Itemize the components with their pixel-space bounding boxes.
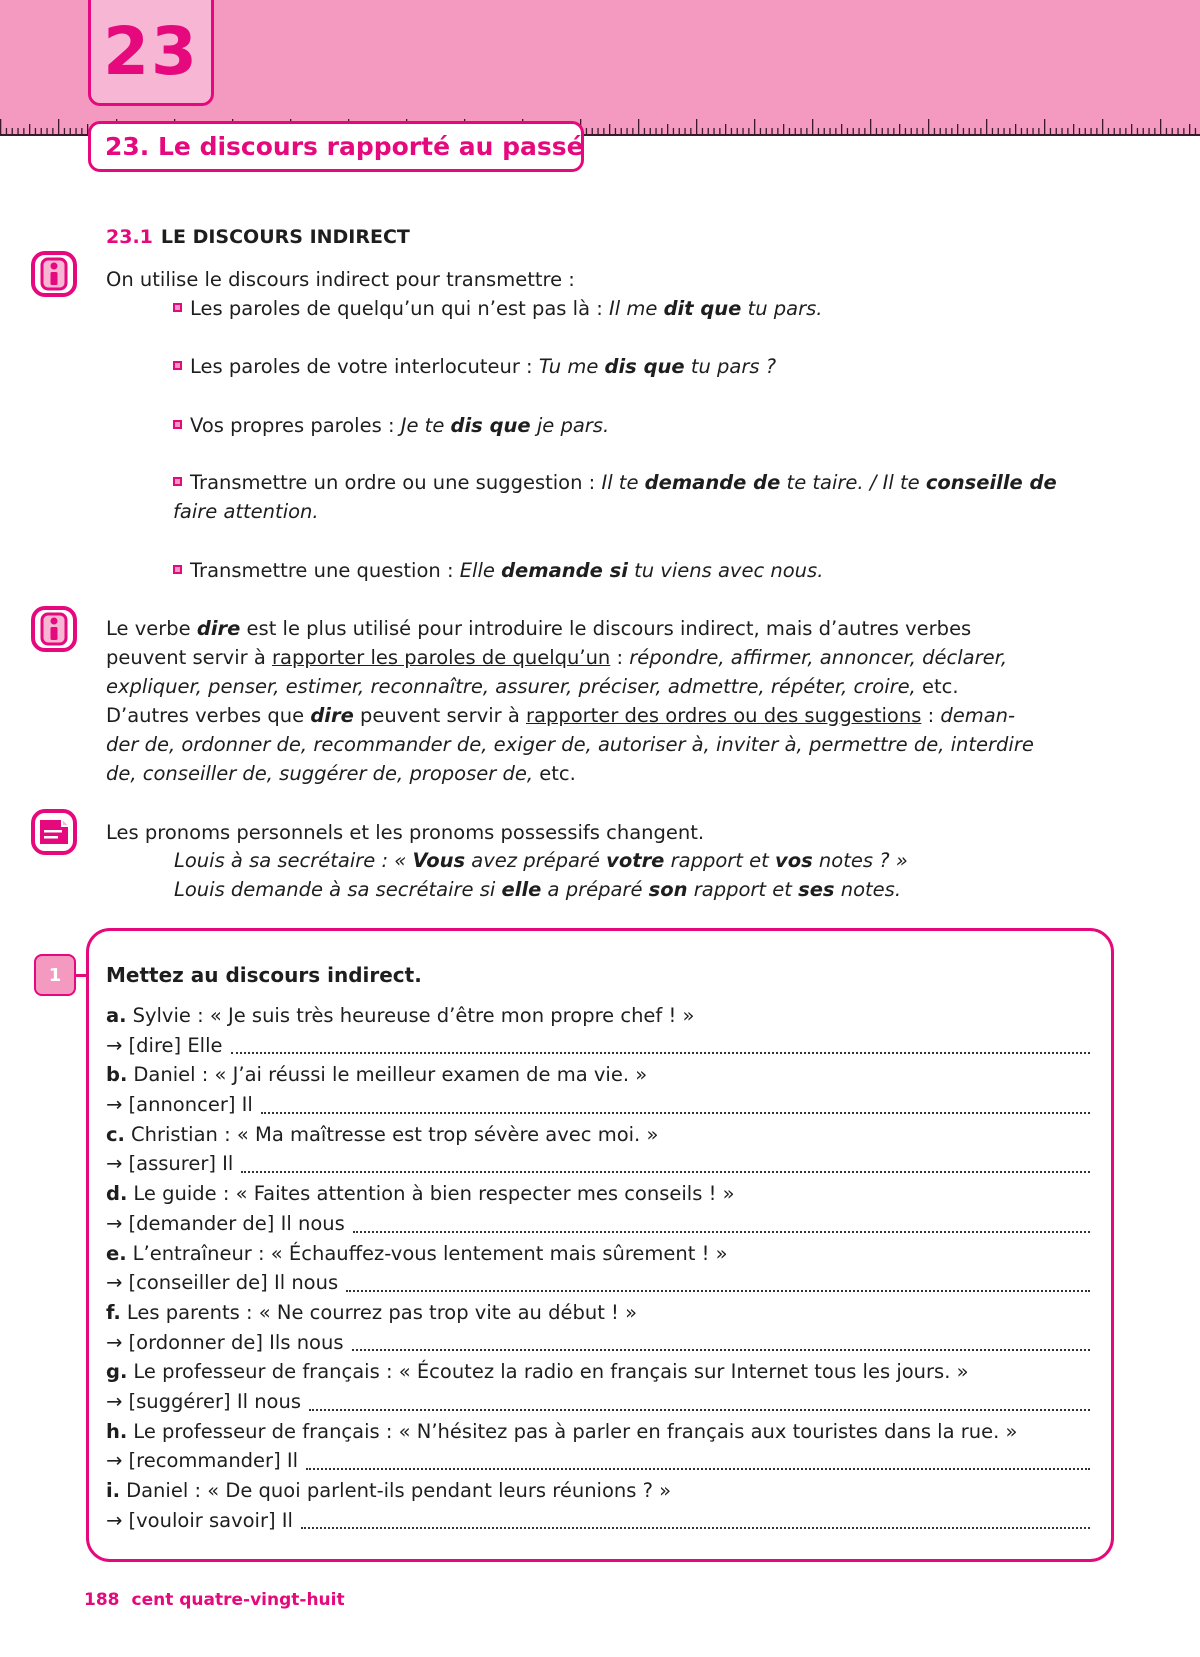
bullet-item: Transmettre une question : Elle demande si tu viens avec nous.	[173, 556, 823, 585]
answer-blank[interactable]	[231, 1036, 1091, 1054]
exercise-quote: g. Le professeur de français : « Écoutez la radio en français sur Internet tous les jours. »	[106, 1360, 969, 1384]
exercise-number-badge: 1	[34, 954, 76, 996]
section-title: LE DISCOURS INDIRECT	[160, 226, 410, 248]
block2-line: de, conseiller de, suggérer de, proposer de, etc.	[106, 762, 576, 785]
exercise-quote: i. Daniel : « De quoi parlent-ils pendant leurs réunions ? »	[106, 1479, 672, 1502]
exercise-connector	[76, 974, 88, 977]
block3-intro: Les pronoms personnels et les pronoms possessifs changent.	[106, 821, 705, 844]
exercise-list	[106, 1001, 1090, 1535]
answer-blank[interactable]	[346, 1274, 1090, 1292]
square-bullet-icon	[173, 361, 182, 370]
info-icon	[30, 250, 78, 298]
exercise-answer-line[interactable]: → [assurer] Il	[106, 1149, 1090, 1179]
bullet-item: Transmettre un ordre ou une suggestion : Il te demande de te taire. / Il te conseille de	[173, 468, 1057, 497]
square-bullet-icon	[173, 477, 182, 486]
chapter-title-box	[88, 121, 584, 172]
note-icon	[30, 808, 78, 856]
block1-intro: On utilise le discours indirect pour transmettre :	[106, 268, 575, 291]
bullet-item: Les paroles de quelqu’un qui n’est pas là : Il me dit que tu pars.	[173, 294, 823, 323]
page-number-words: cent quatre-vingt-huit	[131, 1590, 345, 1610]
block2-line: peuvent servir à rapporter les paroles de quelqu’un : répondre, affirmer, annoncer, déclarer,	[106, 646, 1008, 669]
exercise-quote: c. Christian : « Ma maîtresse est trop sévère avec moi. »	[106, 1122, 659, 1146]
answer-blank[interactable]	[241, 1155, 1090, 1173]
exercise-quote: d. Le guide : « Faites attention à bien respecter mes conseils ! »	[106, 1182, 735, 1206]
exercise-answer-line[interactable]: → [suggérer] Il nous	[106, 1387, 1090, 1417]
answer-blank[interactable]	[353, 1215, 1090, 1233]
exercise-answer-line[interactable]: → [ordonner de] Ils nous	[106, 1328, 1090, 1358]
exercise-quote: f. Les parents : « Ne courrez pas trop vite au début ! »	[106, 1300, 637, 1324]
exercise-answer-line[interactable]: → [conseiller de] Il nous	[106, 1268, 1090, 1298]
example-direct: Louis à sa secrétaire : « Vous avez préparé votre rapport et vos notes ? »	[174, 849, 908, 872]
answer-blank[interactable]	[352, 1333, 1090, 1351]
exercise-quote: b. Daniel : « J’ai réussi le meilleur examen de ma vie. »	[106, 1063, 648, 1087]
answer-blank[interactable]	[309, 1393, 1090, 1411]
exercise-quote: e. L’entraîneur : « Échauffez-vous lentement mais sûrement ! »	[106, 1241, 728, 1265]
exercise-instruction: Mettez au discours indirect.	[106, 963, 422, 987]
exercise-answer-line[interactable]: → [vouloir savoir] Il	[106, 1506, 1090, 1536]
bullet-item: Les paroles de votre interlocuteur : Tu me dis que tu pars ?	[173, 352, 776, 381]
exercise-answer-line[interactable]: → [demander de] Il nous	[106, 1209, 1090, 1239]
block2-line: D’autres verbes que dire peuvent servir à rapporter des ordres ou des suggestions : deman-	[106, 704, 1016, 727]
section-number: 23.1	[106, 226, 153, 248]
square-bullet-icon	[173, 565, 182, 574]
section-heading	[106, 226, 410, 248]
answer-blank[interactable]	[301, 1511, 1090, 1529]
exercise-answer-line[interactable]: → [annoncer] Il	[106, 1090, 1090, 1120]
example-indirect: Louis demande à sa secrétaire si elle a préparé son rapport et ses notes.	[174, 878, 902, 901]
page-footer	[84, 1590, 345, 1610]
block2-line: der de, ordonner de, recommander de, exiger de, autoriser à, inviter à, permettre de, interdire	[106, 733, 1034, 756]
bullet-item-continuation: faire attention.	[173, 500, 319, 523]
chapter-tab	[88, 0, 214, 106]
chapter-number: 23	[103, 13, 199, 90]
page-number: 188	[84, 1590, 120, 1610]
square-bullet-icon	[173, 303, 182, 312]
answer-blank[interactable]	[261, 1096, 1090, 1114]
info-icon	[30, 605, 78, 653]
exercise-quote: a. Sylvie : « Je suis très heureuse d’être mon propre chef ! »	[106, 1004, 695, 1027]
block2-line: Le verbe dire est le plus utilisé pour introduire le discours indirect, mais d’autres verbes	[106, 617, 972, 640]
block2-line: expliquer, penser, estimer, reconnaître, assurer, préciser, admettre, répéter, croire, etc.	[106, 675, 959, 698]
answer-blank[interactable]	[306, 1452, 1090, 1470]
exercise-answer-line[interactable]: → [dire] Elle	[106, 1031, 1090, 1061]
square-bullet-icon	[173, 420, 182, 429]
bullet-item: Vos propres paroles : Je te dis que je pars.	[173, 411, 609, 440]
chapter-title: 23. Le discours rapporté au passé	[105, 132, 584, 161]
exercise-quote: h. Le professeur de français : « N’hésitez pas à parler en français aux touristes dans la rue. »	[106, 1419, 1018, 1443]
exercise-answer-line[interactable]: → [recommander] Il	[106, 1446, 1090, 1476]
